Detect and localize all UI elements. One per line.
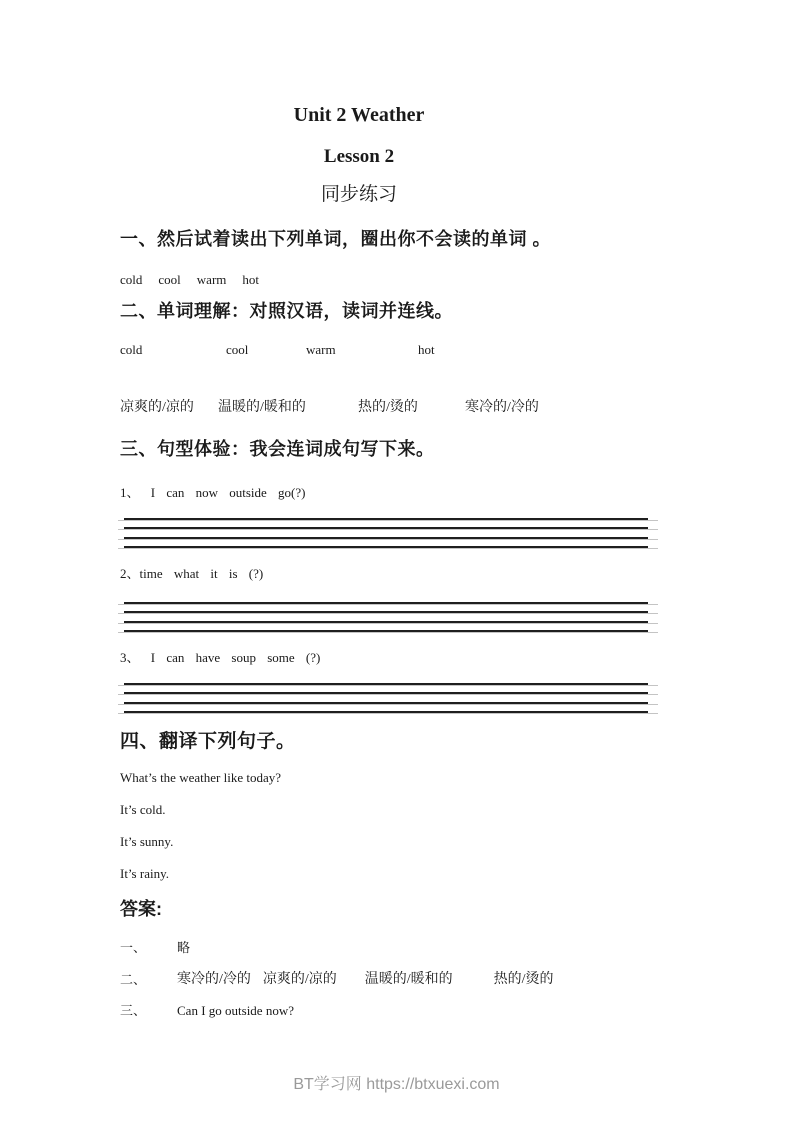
word-cold: cold	[120, 272, 143, 287]
section3-heading: 三、句型体验：我会连词成句写下来。	[120, 439, 435, 459]
answer-row-2	[120, 971, 648, 989]
rule-line	[124, 611, 648, 613]
translate-sentence-1: What’s the weather like today?	[120, 770, 281, 785]
word-cool: cool	[158, 272, 181, 287]
translate-sentence-4: It’s rainy.	[120, 866, 169, 881]
word-hot: hot	[242, 272, 260, 287]
answer-number: 三、	[120, 1003, 147, 1018]
writing-lines	[120, 679, 648, 719]
answer-text: Can I go outside now?	[177, 1003, 294, 1018]
worksheet-body	[120, 228, 648, 1020]
lesson-title: Lesson 2	[323, 146, 395, 167]
section4-heading: 四、翻译下列句子。	[120, 731, 296, 752]
answer-meaning-1: 寒冷的/冷的	[177, 972, 251, 987]
section2-word-row	[120, 341, 648, 359]
scramble-item-1: 1、 I can now outside go(?)	[120, 485, 306, 500]
match-word-cool: cool	[226, 342, 249, 357]
answer-row-3	[120, 1002, 648, 1020]
translate-sentence-3: It’s sunny.	[120, 834, 174, 849]
worksheet-subtitle: 同步练习	[320, 184, 397, 205]
meaning-warm: 温暖的/暖和的	[218, 400, 306, 415]
answer-number: 二、	[120, 972, 147, 987]
meaning-cold: 寒冷的/冷的	[465, 400, 539, 415]
rule-line	[124, 683, 648, 685]
section1-heading: 一、然后试着读出下列单词，圈出你不会读的单词 。	[120, 229, 551, 249]
writing-lines	[120, 598, 648, 638]
meaning-cool: 凉爽的/凉的	[120, 400, 194, 415]
answer-text: 略	[177, 940, 191, 955]
footer-watermark: BT学习网 https://btxuexi.com	[293, 1076, 500, 1093]
rule-line	[124, 518, 648, 520]
answer-meaning-2: 凉爽的/凉的	[262, 972, 337, 987]
answers-heading: 答案:	[120, 899, 162, 919]
rule-line	[124, 527, 648, 529]
unit-title: Unit 2 Weather	[293, 104, 425, 126]
match-word-hot: hot	[418, 342, 435, 357]
title-block	[120, 103, 598, 207]
section2-meaning-row	[120, 398, 648, 417]
rule-line	[124, 692, 648, 694]
answer-row-1	[120, 939, 648, 957]
rule-line	[124, 602, 648, 604]
answer-meaning-4: 热的/烫的	[493, 972, 554, 987]
rule-line	[124, 546, 648, 548]
answer-number: 一、	[120, 940, 147, 955]
scramble-item-3: 3、 I can have soup some (?)	[120, 650, 321, 665]
word-warm: warm	[196, 272, 227, 287]
match-word-warm: warm	[306, 342, 336, 357]
meaning-hot: 热的/烫的	[358, 400, 418, 415]
rule-line	[124, 621, 648, 623]
writing-lines	[120, 514, 648, 554]
answer-meaning-3: 温暖的/暖和的	[364, 972, 453, 987]
match-word-cold: cold	[120, 342, 143, 357]
section2-heading: 二、单词理解：对照汉语，读词并连线。	[120, 301, 453, 321]
rule-line	[124, 702, 648, 704]
rule-line	[124, 537, 648, 539]
section1-word-list	[120, 271, 648, 289]
rule-line	[124, 630, 648, 632]
scramble-item-2: 2、time what it is (?)	[120, 566, 264, 581]
translate-sentence-2: It’s cold.	[120, 802, 166, 817]
rule-line	[124, 711, 648, 713]
